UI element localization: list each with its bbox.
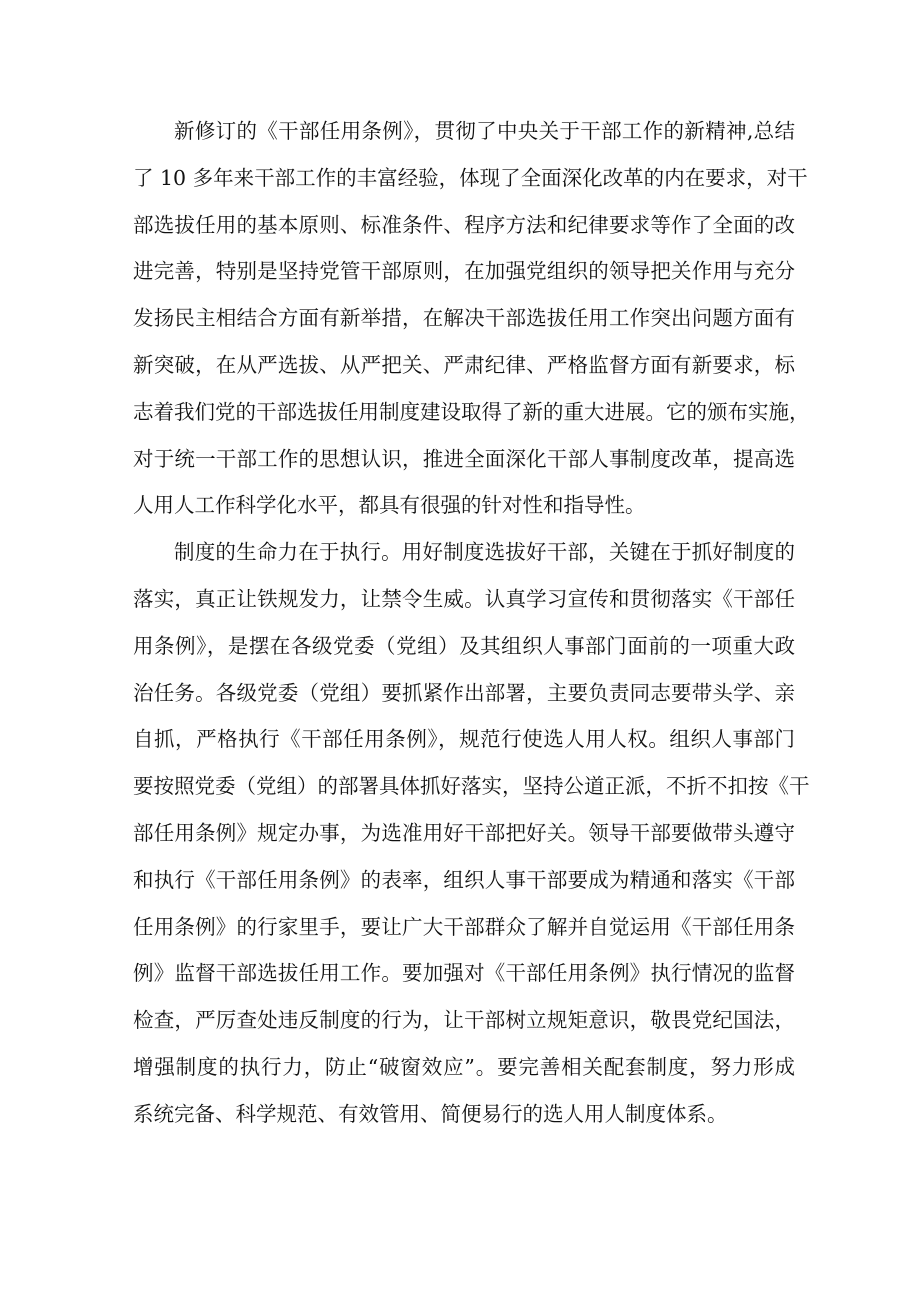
paragraph-line: 新修订的《干部任用条例》，贯彻了中央关于干部工作的新精神,总结 <box>174 119 795 143</box>
paragraph-line: 要按照党委（党组）的部署具体抓好落实，坚持公道正派，不折不扣按《干 <box>133 774 810 799</box>
paragraph-line: 对于统一干部工作的思想认识，推进全面深化干部人事制度改革，提高选 <box>133 446 795 471</box>
paragraph-line: 制度的生命力在于执行。用好制度选拔好干部，关键在于抓好制度的 <box>174 540 795 565</box>
paragraph-line: 发扬民主相结合方面有新举措，在解决干部选拔任用工作突出问题方面有 <box>133 306 795 331</box>
paragraph-2 <box>133 529 810 1137</box>
paragraph-line: 和执行《干部任用条例》的表率，组织人事干部要成为精通和落实《干部 <box>133 867 795 892</box>
paragraph-line: 自抓，严格执行《干部任用条例》，规范行使选人用人权。组织人事部门 <box>133 727 795 752</box>
paragraph-line: 部选拔任用的基本原则、标准条件、程序方法和纪律要求等作了全面的改 <box>133 212 795 237</box>
paragraph-line: 志着我们党的干部选拔任用制度建设取得了新的重大进展。它的颁布实施， <box>133 399 810 424</box>
paragraph-line: 用条例》，是摆在各级党委（党组）及其组织人事部门面前的一项重大政 <box>133 633 795 658</box>
paragraph-1 <box>133 108 810 529</box>
document-body <box>133 108 810 1138</box>
paragraph-line: 人用人工作科学化水平，都具有很强的针对性和指导性。 <box>133 493 646 518</box>
paragraph-line: 了 10 多年来干部工作的丰富经验，体现了全面深化改革的内在要求，对干 <box>133 165 808 190</box>
paragraph-line: 落实，真正让铁规发力，让禁令生威。认真学习宣传和贯彻落实《干部任 <box>133 586 795 611</box>
paragraph-line: 检查，严厉查处违反制度的行为，让干部树立规矩意识，敬畏党纪国法， <box>133 1008 795 1033</box>
paragraph-line: 系统完备、科学规范、有效管用、简便易行的选人用人制度体系。 <box>133 1101 728 1126</box>
paragraph-line: 例》监督干部选拔任用工作。要加强对《干部任用条例》执行情况的监督 <box>133 961 795 986</box>
paragraph-line: 进完善，特别是坚持党管干部原则，在加强党组织的领导把关作用与充分 <box>133 259 795 284</box>
paragraph-line: 部任用条例》规定办事，为选准用好干部把好关。领导干部要做带头遵守 <box>133 820 795 845</box>
paragraph-line: 治任务。各级党委（党组）要抓紧作出部署，主要负责同志要带头学、亲 <box>133 680 795 705</box>
paragraph-line: 任用条例》的行家里手，要让广大干部群众了解并自觉运用《干部任用条 <box>133 914 795 939</box>
paragraph-line: 新突破，在从严选拔、从严把关、严肃纪律、严格监督方面有新要求，标 <box>133 352 795 377</box>
paragraph-line: 增强制度的执行力，防止“破窗效应”。要完善相关配套制度，努力形成 <box>133 1054 795 1079</box>
